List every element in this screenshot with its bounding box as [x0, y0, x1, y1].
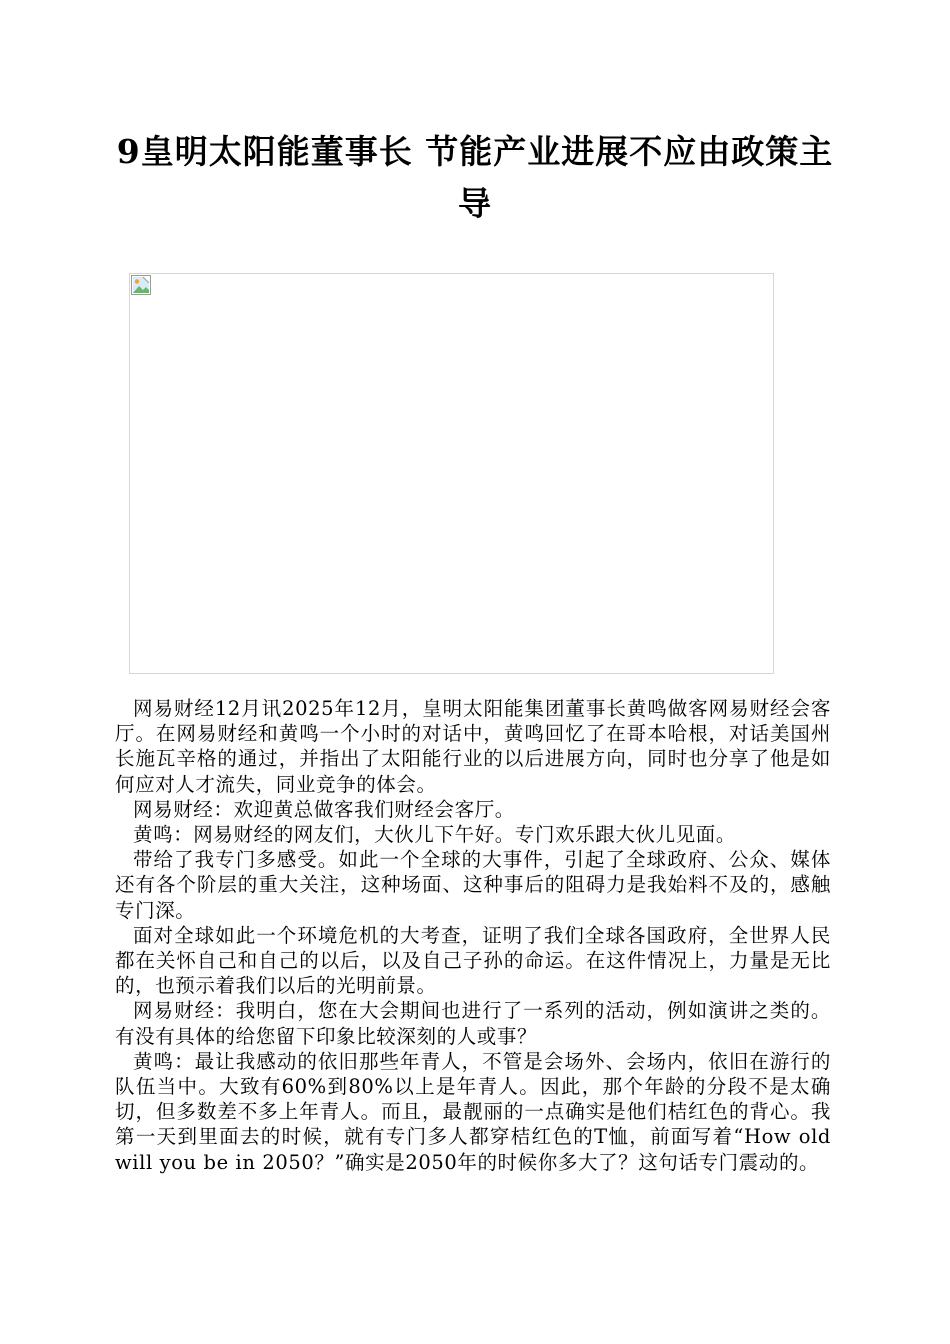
article-body	[115, 696, 831, 1175]
paragraph-global-crisis: 面对全球如此一个环境危机的大考查，证明了我们全球各国政府，全世界人民都在关怀自己和自己的以后，以及自己子孙的命运。在这件情况上，力量是无比的，也预示着我们以后的光明前景。	[115, 923, 831, 998]
document-title: 9皇明太阳能董事长 节能产业进展不应由政策主导	[116, 132, 834, 223]
paragraph-impressions: 带给了我专门多感受。如此一个全球的大事件，引起了全球政府、公众、媒体还有各个阶层的重大关注，这种场面、这种事后的阻碍力是我始料不及的，感触专门深。	[115, 848, 831, 922]
paragraph-intro: 网易财经12月讯2025年12月，皇明太阳能集团董事长黄鸣做客网易财经会客厅。在网易财经和黄鸣一个小时的对话中，黄鸣回忆了在哥本哈根，对话美国州长施瓦辛格的通过，并指出了太阳能行业的以后进展方向，同时也分享了他是如何应对人才流失，同业竞争的体会。	[115, 697, 831, 796]
image-placeholder	[129, 273, 774, 674]
paragraph-guest-greeting: 黄鸣：网易财经的网友们，大伙儿下午好。专门欢乐跟大伙儿见面。	[133, 823, 737, 847]
broken-image-icon	[131, 275, 151, 295]
paragraph-host-welcome: 网易财经：欢迎黄总做客我们财经会客厅。	[133, 797, 515, 821]
paragraph-young-people: 黄鸣：最让我感动的依旧那些年青人，不管是会场外、会场内，依旧在游行的队伍当中。大致有60%到80%以上是年青人。因此，那个年龄的分段不是太确切，但多数差不多上年青人。而且，最靓丽的一点确实是他们桔红色的背心。我第一天到里面去的时候，就有专门多人都穿桔红色的T恤，前面写着“How old will you be in 2050？”确实是2050年的时候你多大了？这句话专门震动的。	[115, 1049, 831, 1174]
paragraph-host-question: 网易财经：我明白，您在大会期间也进行了一系列的活动，例如演讲之类的。有没有具体的给您留下印象比较深刻的人或事？	[115, 999, 831, 1048]
